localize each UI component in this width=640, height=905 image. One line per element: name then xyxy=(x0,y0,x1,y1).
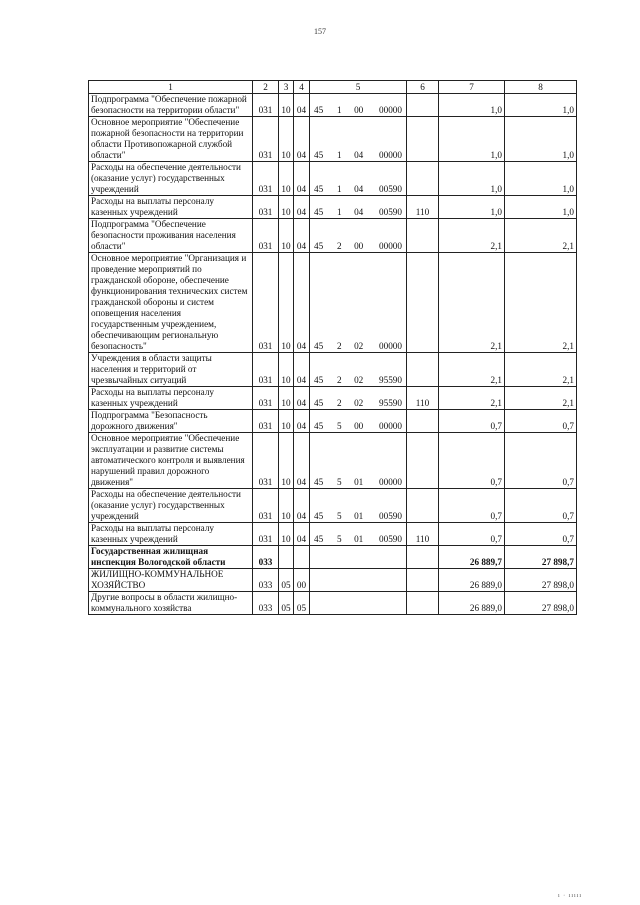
target-article-part: 00 xyxy=(354,421,364,431)
target-article-part: 45 xyxy=(314,105,324,115)
subsection-code-cell: 04 xyxy=(294,196,310,219)
subsection-code-cell: 04 xyxy=(294,387,310,410)
admin-code-cell: 031 xyxy=(253,117,279,162)
row-name-cell: Государственная жилищная инспекция Вологодской области xyxy=(89,546,253,569)
column-header: 8 xyxy=(505,81,577,94)
target-article-part: 01 xyxy=(354,477,364,487)
amount-year2-cell: 0,7 xyxy=(505,433,577,489)
amount-year2-cell: 2,1 xyxy=(505,353,577,387)
amount-year2-cell: 1,0 xyxy=(505,117,577,162)
amount-year2-cell: 1,0 xyxy=(505,162,577,196)
target-article-cell xyxy=(310,410,407,433)
row-name-cell: Основное мероприятие "Обеспечение пожарной безопасности на территории области Противопожарной службой области" xyxy=(89,117,253,162)
amount-year1-cell: 26 889,7 xyxy=(439,546,505,569)
row-name-cell: Учреждения в области защиты населения и территорий от чрезвычайных ситуаций xyxy=(89,353,253,387)
amount-year2-cell: 0,7 xyxy=(505,410,577,433)
admin-code-cell: 031 xyxy=(253,219,279,253)
row-name-cell: Другие вопросы в области жилищно-коммунального хозяйства xyxy=(89,592,253,615)
admin-code-cell: 033 xyxy=(253,592,279,615)
expense-type-cell xyxy=(407,489,439,523)
admin-code-cell: 031 xyxy=(253,433,279,489)
admin-code-cell: 031 xyxy=(253,410,279,433)
admin-code-cell: 031 xyxy=(253,523,279,546)
subsection-code-cell: 04 xyxy=(294,523,310,546)
table-row xyxy=(89,489,577,523)
target-article-cell xyxy=(310,117,407,162)
target-article-part: 00590 xyxy=(379,184,402,194)
target-article-part: 45 xyxy=(314,150,324,160)
target-article-part: 00000 xyxy=(379,341,402,351)
subsection-code-cell: 04 xyxy=(294,162,310,196)
subsection-code-cell: 04 xyxy=(294,253,310,353)
target-article-part: 02 xyxy=(354,341,364,351)
budget-table xyxy=(88,80,577,615)
admin-code-cell: 031 xyxy=(253,162,279,196)
amount-year2-cell: 2,1 xyxy=(505,219,577,253)
admin-code-cell: 033 xyxy=(253,569,279,592)
admin-code-cell: 031 xyxy=(253,387,279,410)
expense-type-cell: 110 xyxy=(407,523,439,546)
row-name-cell: Основное мероприятие "Обеспечение эксплуатации и развитие системы автоматического контроля и выявления нарушений правил дорожного движения" xyxy=(89,433,253,489)
expense-type-cell xyxy=(407,117,439,162)
section-code-cell: 10 xyxy=(279,117,294,162)
header-row xyxy=(89,81,577,94)
admin-code-cell: 031 xyxy=(253,353,279,387)
section-code-cell: 10 xyxy=(279,387,294,410)
amount-year1-cell: 1,0 xyxy=(439,162,505,196)
target-article-part: 45 xyxy=(314,207,324,217)
table-row xyxy=(89,387,577,410)
target-article-part: 1 xyxy=(337,150,342,160)
section-code-cell: 10 xyxy=(279,196,294,219)
target-article-cell xyxy=(310,569,407,592)
target-article-part: 45 xyxy=(314,421,324,431)
table-row xyxy=(89,196,577,219)
section-code-cell xyxy=(279,546,294,569)
target-article-part: 5 xyxy=(337,511,342,521)
target-article-cell xyxy=(310,94,407,117)
amount-year1-cell: 0,7 xyxy=(439,489,505,523)
target-article-part: 04 xyxy=(354,207,364,217)
target-article-part: 2 xyxy=(337,375,342,385)
amount-year1-cell: 1,0 xyxy=(439,94,505,117)
subsection-code-cell xyxy=(294,546,310,569)
amount-year2-cell: 0,7 xyxy=(505,489,577,523)
table-row xyxy=(89,162,577,196)
column-header: 7 xyxy=(439,81,505,94)
table-row xyxy=(89,523,577,546)
target-article-cell xyxy=(310,196,407,219)
expense-type-cell: 110 xyxy=(407,387,439,410)
target-article-part: 00 xyxy=(354,105,364,115)
target-article-part: 00000 xyxy=(379,421,402,431)
section-code-cell: 10 xyxy=(279,410,294,433)
target-article-cell xyxy=(310,523,407,546)
table-row xyxy=(89,117,577,162)
target-article-part: 5 xyxy=(337,534,342,544)
admin-code-cell: 031 xyxy=(253,253,279,353)
amount-year1-cell: 2,1 xyxy=(439,219,505,253)
target-article-part: 5 xyxy=(337,421,342,431)
amount-year2-cell: 27 898,0 xyxy=(505,592,577,615)
target-article-part: 45 xyxy=(314,184,324,194)
amount-year2-cell: 1,0 xyxy=(505,94,577,117)
target-article-part: 00000 xyxy=(379,105,402,115)
column-header: 4 xyxy=(294,81,310,94)
admin-code-cell: 033 xyxy=(253,546,279,569)
amount-year1-cell: 26 889,0 xyxy=(439,592,505,615)
amount-year2-cell: 27 898,7 xyxy=(505,546,577,569)
section-code-cell: 10 xyxy=(279,94,294,117)
target-article-cell xyxy=(310,219,407,253)
page-number: 157 xyxy=(314,27,326,36)
expense-type-cell: 110 xyxy=(407,196,439,219)
target-article-part: 00590 xyxy=(379,207,402,217)
expense-type-cell xyxy=(407,546,439,569)
target-article-part: 02 xyxy=(354,375,364,385)
column-header: 2 xyxy=(253,81,279,94)
target-article-part: 00000 xyxy=(379,477,402,487)
target-article-part: 00590 xyxy=(379,534,402,544)
subsection-code-cell: 04 xyxy=(294,433,310,489)
target-article-part: 45 xyxy=(314,341,324,351)
row-name-cell: Расходы на обеспечение деятельности (оказание услуг) государственных учреждений xyxy=(89,489,253,523)
table-row xyxy=(89,410,577,433)
amount-year2-cell: 1,0 xyxy=(505,196,577,219)
table-row xyxy=(89,569,577,592)
amount-year1-cell: 0,7 xyxy=(439,523,505,546)
table-row xyxy=(89,433,577,489)
target-article-part: 45 xyxy=(314,511,324,521)
target-article-cell xyxy=(310,546,407,569)
amount-year1-cell: 2,1 xyxy=(439,387,505,410)
section-code-cell: 10 xyxy=(279,253,294,353)
target-article-part: 04 xyxy=(354,150,364,160)
column-header: 5 xyxy=(310,81,407,94)
expense-type-cell xyxy=(407,569,439,592)
section-code-cell: 10 xyxy=(279,162,294,196)
subsection-code-cell: 04 xyxy=(294,410,310,433)
table-row xyxy=(89,94,577,117)
target-article-part: 01 xyxy=(354,534,364,544)
amount-year2-cell: 2,1 xyxy=(505,387,577,410)
row-name-cell: Подпрограмма "Безопасность дорожного движения" xyxy=(89,410,253,433)
admin-code-cell: 031 xyxy=(253,196,279,219)
amount-year1-cell: 2,1 xyxy=(439,253,505,353)
amount-year2-cell: 0,7 xyxy=(505,523,577,546)
subsection-code-cell: 05 xyxy=(294,592,310,615)
column-header: 3 xyxy=(279,81,294,94)
expense-type-cell xyxy=(407,433,439,489)
footer-mark: ı · ııııı xyxy=(558,893,582,899)
amount-year2-cell: 2,1 xyxy=(505,253,577,353)
amount-year1-cell: 1,0 xyxy=(439,196,505,219)
expense-type-cell xyxy=(407,219,439,253)
target-article-part: 2 xyxy=(337,341,342,351)
section-code-cell: 10 xyxy=(279,353,294,387)
expense-type-cell xyxy=(407,592,439,615)
table-row xyxy=(89,546,577,569)
target-article-part: 01 xyxy=(354,511,364,521)
target-article-cell xyxy=(310,253,407,353)
row-name-cell: Подпрограмма "Обеспечение пожарной безопасности на территории области" xyxy=(89,94,253,117)
table-row xyxy=(89,219,577,253)
subsection-code-cell: 04 xyxy=(294,219,310,253)
expense-type-cell xyxy=(407,162,439,196)
expense-type-cell xyxy=(407,410,439,433)
amount-year1-cell: 0,7 xyxy=(439,410,505,433)
target-article-part: 95590 xyxy=(379,398,402,408)
table-row xyxy=(89,253,577,353)
row-name-cell: Расходы на выплаты персоналу казенных учреждений xyxy=(89,523,253,546)
admin-code-cell: 031 xyxy=(253,94,279,117)
amount-year2-cell: 27 898,0 xyxy=(505,569,577,592)
target-article-part: 95590 xyxy=(379,375,402,385)
admin-code-cell: 031 xyxy=(253,489,279,523)
amount-year1-cell: 1,0 xyxy=(439,117,505,162)
target-article-part: 00590 xyxy=(379,511,402,521)
section-code-cell: 10 xyxy=(279,489,294,523)
target-article-cell xyxy=(310,353,407,387)
section-code-cell: 10 xyxy=(279,219,294,253)
column-header: 6 xyxy=(407,81,439,94)
row-name-cell: ЖИЛИЩНО-КОММУНАЛЬНОЕ ХОЗЯЙСТВО xyxy=(89,569,253,592)
target-article-part: 45 xyxy=(314,477,324,487)
target-article-part: 1 xyxy=(337,105,342,115)
target-article-cell xyxy=(310,433,407,489)
amount-year1-cell: 26 889,0 xyxy=(439,569,505,592)
row-name-cell: Расходы на выплаты персоналу казенных учреждений xyxy=(89,196,253,219)
section-code-cell: 10 xyxy=(279,523,294,546)
target-article-part: 00000 xyxy=(379,150,402,160)
target-article-part: 2 xyxy=(337,398,342,408)
target-article-part: 45 xyxy=(314,375,324,385)
target-article-cell xyxy=(310,592,407,615)
row-name-cell: Основное мероприятие "Организация и проведение мероприятий по гражданской обороне, обеспечение функционирования технических систем гражданской обороны и систем оповещения населения государственным учреждением, обеспечивающим региональную безопасность" xyxy=(89,253,253,353)
target-article-part: 45 xyxy=(314,241,324,251)
subsection-code-cell: 04 xyxy=(294,353,310,387)
section-code-cell: 10 xyxy=(279,433,294,489)
target-article-part: 02 xyxy=(354,398,364,408)
table-row xyxy=(89,592,577,615)
amount-year1-cell: 2,1 xyxy=(439,353,505,387)
target-article-part: 5 xyxy=(337,477,342,487)
target-article-part: 1 xyxy=(337,207,342,217)
subsection-code-cell: 04 xyxy=(294,117,310,162)
subsection-code-cell: 04 xyxy=(294,489,310,523)
expense-type-cell xyxy=(407,94,439,117)
target-article-part: 45 xyxy=(314,398,324,408)
target-article-part: 45 xyxy=(314,534,324,544)
target-article-part: 00 xyxy=(354,241,364,251)
target-article-cell xyxy=(310,489,407,523)
expense-type-cell xyxy=(407,353,439,387)
subsection-code-cell: 04 xyxy=(294,94,310,117)
section-code-cell: 05 xyxy=(279,569,294,592)
target-article-part: 1 xyxy=(337,184,342,194)
expense-type-cell xyxy=(407,253,439,353)
target-article-part: 2 xyxy=(337,241,342,251)
target-article-part: 00000 xyxy=(379,241,402,251)
table-row xyxy=(89,353,577,387)
amount-year1-cell: 0,7 xyxy=(439,433,505,489)
target-article-part: 04 xyxy=(354,184,364,194)
target-article-cell xyxy=(310,387,407,410)
row-name-cell: Подпрограмма "Обеспечение безопасности проживания населения области" xyxy=(89,219,253,253)
section-code-cell: 05 xyxy=(279,592,294,615)
subsection-code-cell: 00 xyxy=(294,569,310,592)
column-header: 1 xyxy=(89,81,253,94)
target-article-cell xyxy=(310,162,407,196)
row-name-cell: Расходы на выплаты персоналу казенных учреждений xyxy=(89,387,253,410)
row-name-cell: Расходы на обеспечение деятельности (оказание услуг) государственных учреждений xyxy=(89,162,253,196)
